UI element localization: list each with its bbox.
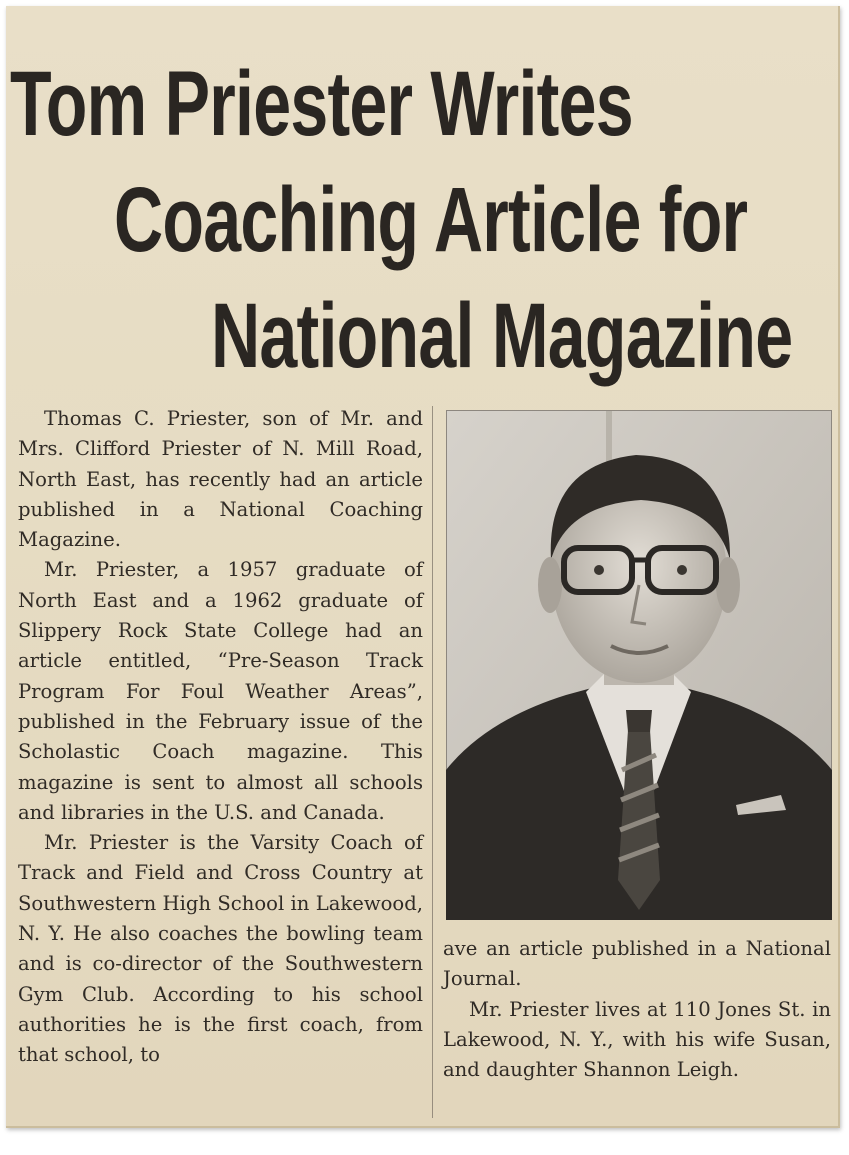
article-paragraph-2: Mr. Priester, a 1957 graduate of North East and a 1962 graduate of Slippery Rock State College had an article entitled, “Pre-Season Track Program For Foul Weather Areas”, published in the February issue of the Scholastic Coach magazine. This magazine is sent to almost all schools and libraries in the U.S. and Canada.	[18, 558, 423, 824]
headline-line-1: Tom Priester Writes	[10, 53, 633, 155]
article-paragraph-3-continued: ave an article published in a National Journal.	[443, 937, 831, 991]
headline-line-3: National Magazine	[211, 285, 793, 387]
newspaper-clipping	[6, 6, 840, 1128]
column-divider	[432, 406, 433, 1118]
article-paragraph-1: Thomas C. Priester, son of Mr. and Mrs. Clifford Priester of N. Mill Road, North East, has recently had an article published in a National Coaching Magazine.	[18, 407, 423, 552]
portrait-photo	[446, 410, 832, 920]
article-paragraph-3: Mr. Priester is the Varsity Coach of Track and Field and Cross Country at Southwestern High School in Lakewood, N. Y. He also coaches the bowling team and is co-director of the Southwestern Gym Club. According to his school authorities he is the first coach, from that school, to	[18, 831, 423, 1067]
article-left-column	[18, 404, 423, 1071]
article-right-column	[443, 934, 831, 1085]
headline-line-2: Coaching Article for	[114, 169, 748, 271]
article-paragraph-4: Mr. Priester lives at 110 Jones St. in Lakewood, N. Y., with his wife Susan, and daughter Shannon Leigh.	[443, 997, 831, 1082]
portrait-illustration	[446, 410, 832, 920]
